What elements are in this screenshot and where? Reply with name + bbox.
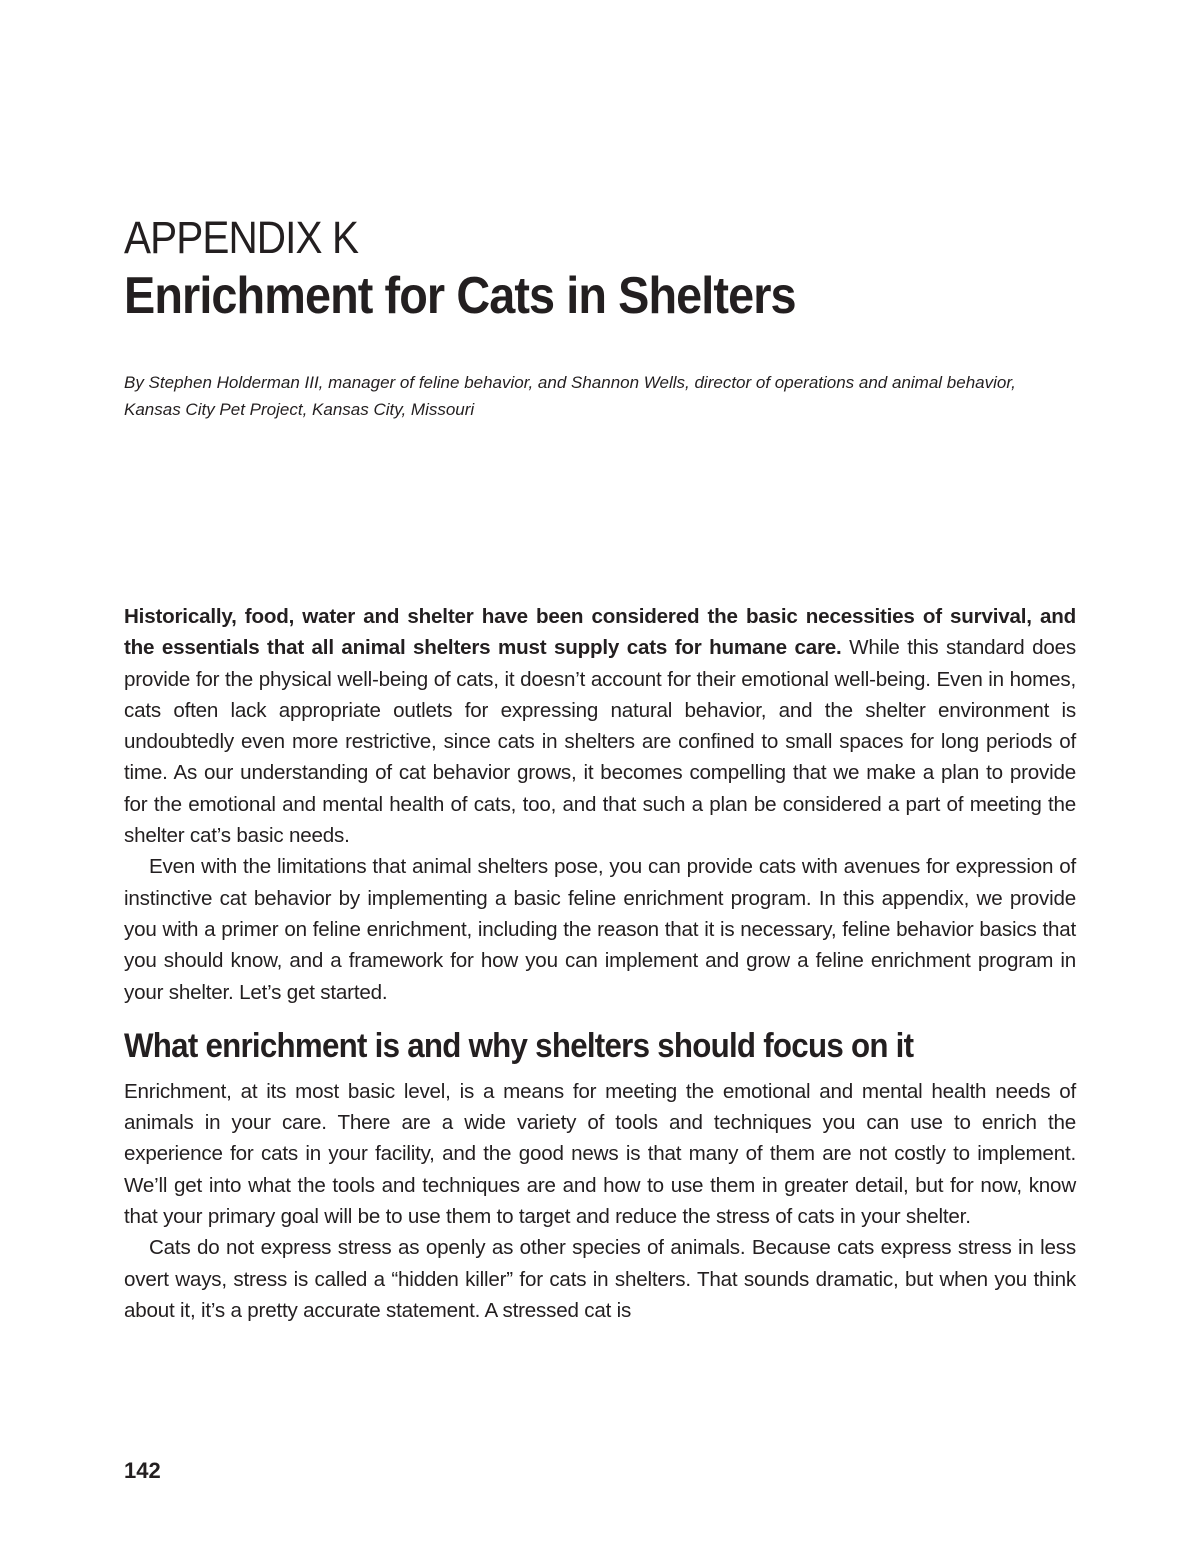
body-text (124, 601, 1076, 1326)
page-title: Enrichment for Cats in Shelters (124, 267, 796, 325)
intro-paragraph-2: Even with the limitations that animal shelters pose, you can provide cats with avenues for expression of instinctive cat behavior by implementing a basic feline enrichment program. In this appendix, we provide you with a primer on feline enrichment, including the reason that it is necessary, feline behavior basics that you should know, and a framework for how you can implement and grow a feline enrichment program in your shelter. Let’s get started. (124, 855, 1076, 1004)
section-heading: What enrichment is and why shelters should focus on it (124, 1026, 914, 1065)
author-byline: By Stephen Holderman III, manager of feline behavior, and Shannon Wells, director of operations and animal behavior, Kansas City Pet Project, Kansas City, Missouri (124, 373, 1016, 419)
intro-paragraph-1 (124, 601, 1076, 851)
intro-paragraph-1-rest: While this standard does provide for the physical well-being of cats, it doesn’t account for their emotional well-being. Even in homes, cats often lack appropriate outlets for expressing natural behavior, and the shelter environment is undoubtedly even more restrictive, since cats in shelters are confined to small spaces for long periods of time. As our understanding of cat behavior grows, it becomes compelling that we make a plan to provide for the emotional and mental health of cats, too, and that such a plan be considered a part of meeting the shelter cat’s basic needs. (124, 636, 1076, 848)
appendix-label: APPENDIX K (124, 212, 359, 263)
page-number: 142 (124, 1458, 161, 1483)
section-paragraph-1: Enrichment, at its most basic level, is a means for meeting the emotional and mental health needs of animals in your care. There are a wide variety of tools and techniques you can use to enrich the experience for cats in your facility, and the good news is that many of them are not costly to implement. We’ll get into what the tools and techniques are and how to use them in greater detail, but for now, know that your primary goal will be to use them to target and reduce the stress of cats in your shelter. (124, 1079, 1076, 1229)
section-paragraph-2: Cats do not express stress as openly as other species of animals. Because cats express stress in less overt ways, stress is called a “hidden killer” for cats in shelters. That sounds dramatic, but when you think about it, it’s a pretty accurate statement. A stressed cat is (124, 1236, 1076, 1322)
intro-lead-sentence: Historically, food, water and shelter have been considered the basic necessities of survival, and the essentials that all animal shelters must supply cats for humane care. (124, 605, 1076, 660)
